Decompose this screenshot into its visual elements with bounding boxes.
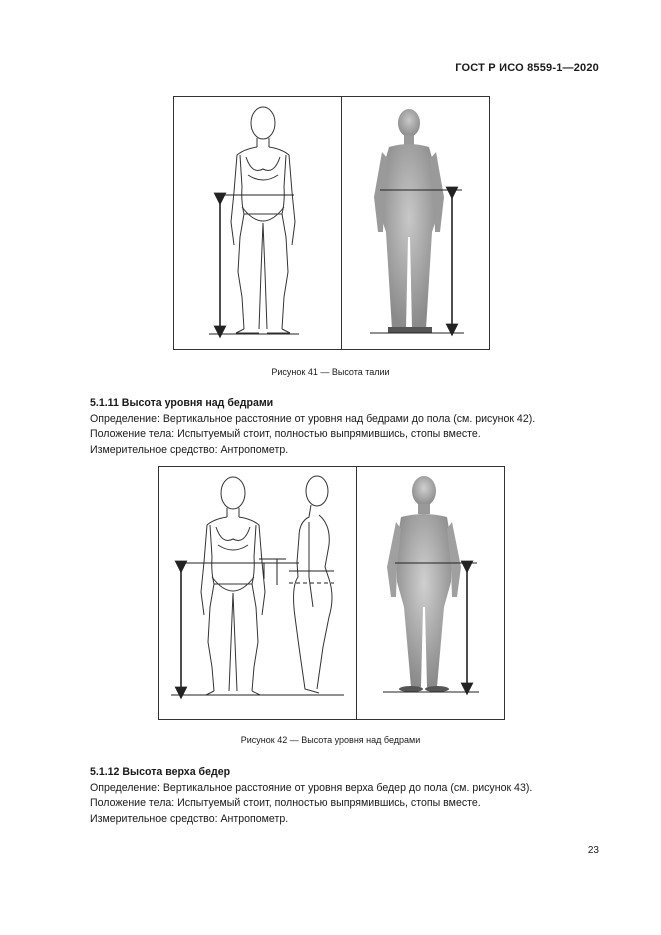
page-number: 23	[587, 845, 599, 856]
section-title: 5.1.11 Высота уровня над бедрами	[90, 397, 274, 409]
section-5-1-12	[90, 765, 610, 827]
scan-figure-rendering	[387, 476, 461, 692]
instrument-text: Измерительное средство: Антропометр.	[90, 812, 289, 825]
front-figure-drawing	[231, 107, 295, 333]
instrument-text: Измерительное средство: Антропометр.	[90, 443, 289, 456]
scan-figure-rendering	[374, 109, 444, 333]
figure-41-caption: Рисунок 41 — Высота талии	[271, 367, 390, 377]
figure-41	[173, 96, 490, 350]
figure-42-illustration	[159, 467, 506, 721]
document-header: ГОСТ Р ИСО 8559-1—2020	[455, 62, 599, 74]
definition-text: Определение: Вертикальное расстояние от уровня над бедрами до пола (см. рисунок 42).	[90, 412, 536, 425]
figure-42	[158, 466, 505, 720]
body-position-text: Положение тела: Испытуемый стоит, полностью выпрямившись, стопы вместе.	[90, 428, 481, 440]
definition-text: Определение: Вертикальное расстояние от уровня верха бедер до пола (см. рисунок 43).	[90, 781, 533, 794]
figure-41-illustration	[174, 97, 491, 351]
side-figure-drawing	[294, 476, 332, 693]
body-position-text: Положение тела: Испытуемый стоит, полностью выпрямившись, стопы вместе.	[90, 797, 481, 809]
front-figure-drawing	[201, 477, 265, 695]
section-title: 5.1.12 Высота верха бедер	[90, 766, 231, 778]
figure-42-caption: Рисунок 42 — Высота уровня над бедрами	[240, 735, 421, 745]
section-5-1-11	[90, 396, 610, 458]
